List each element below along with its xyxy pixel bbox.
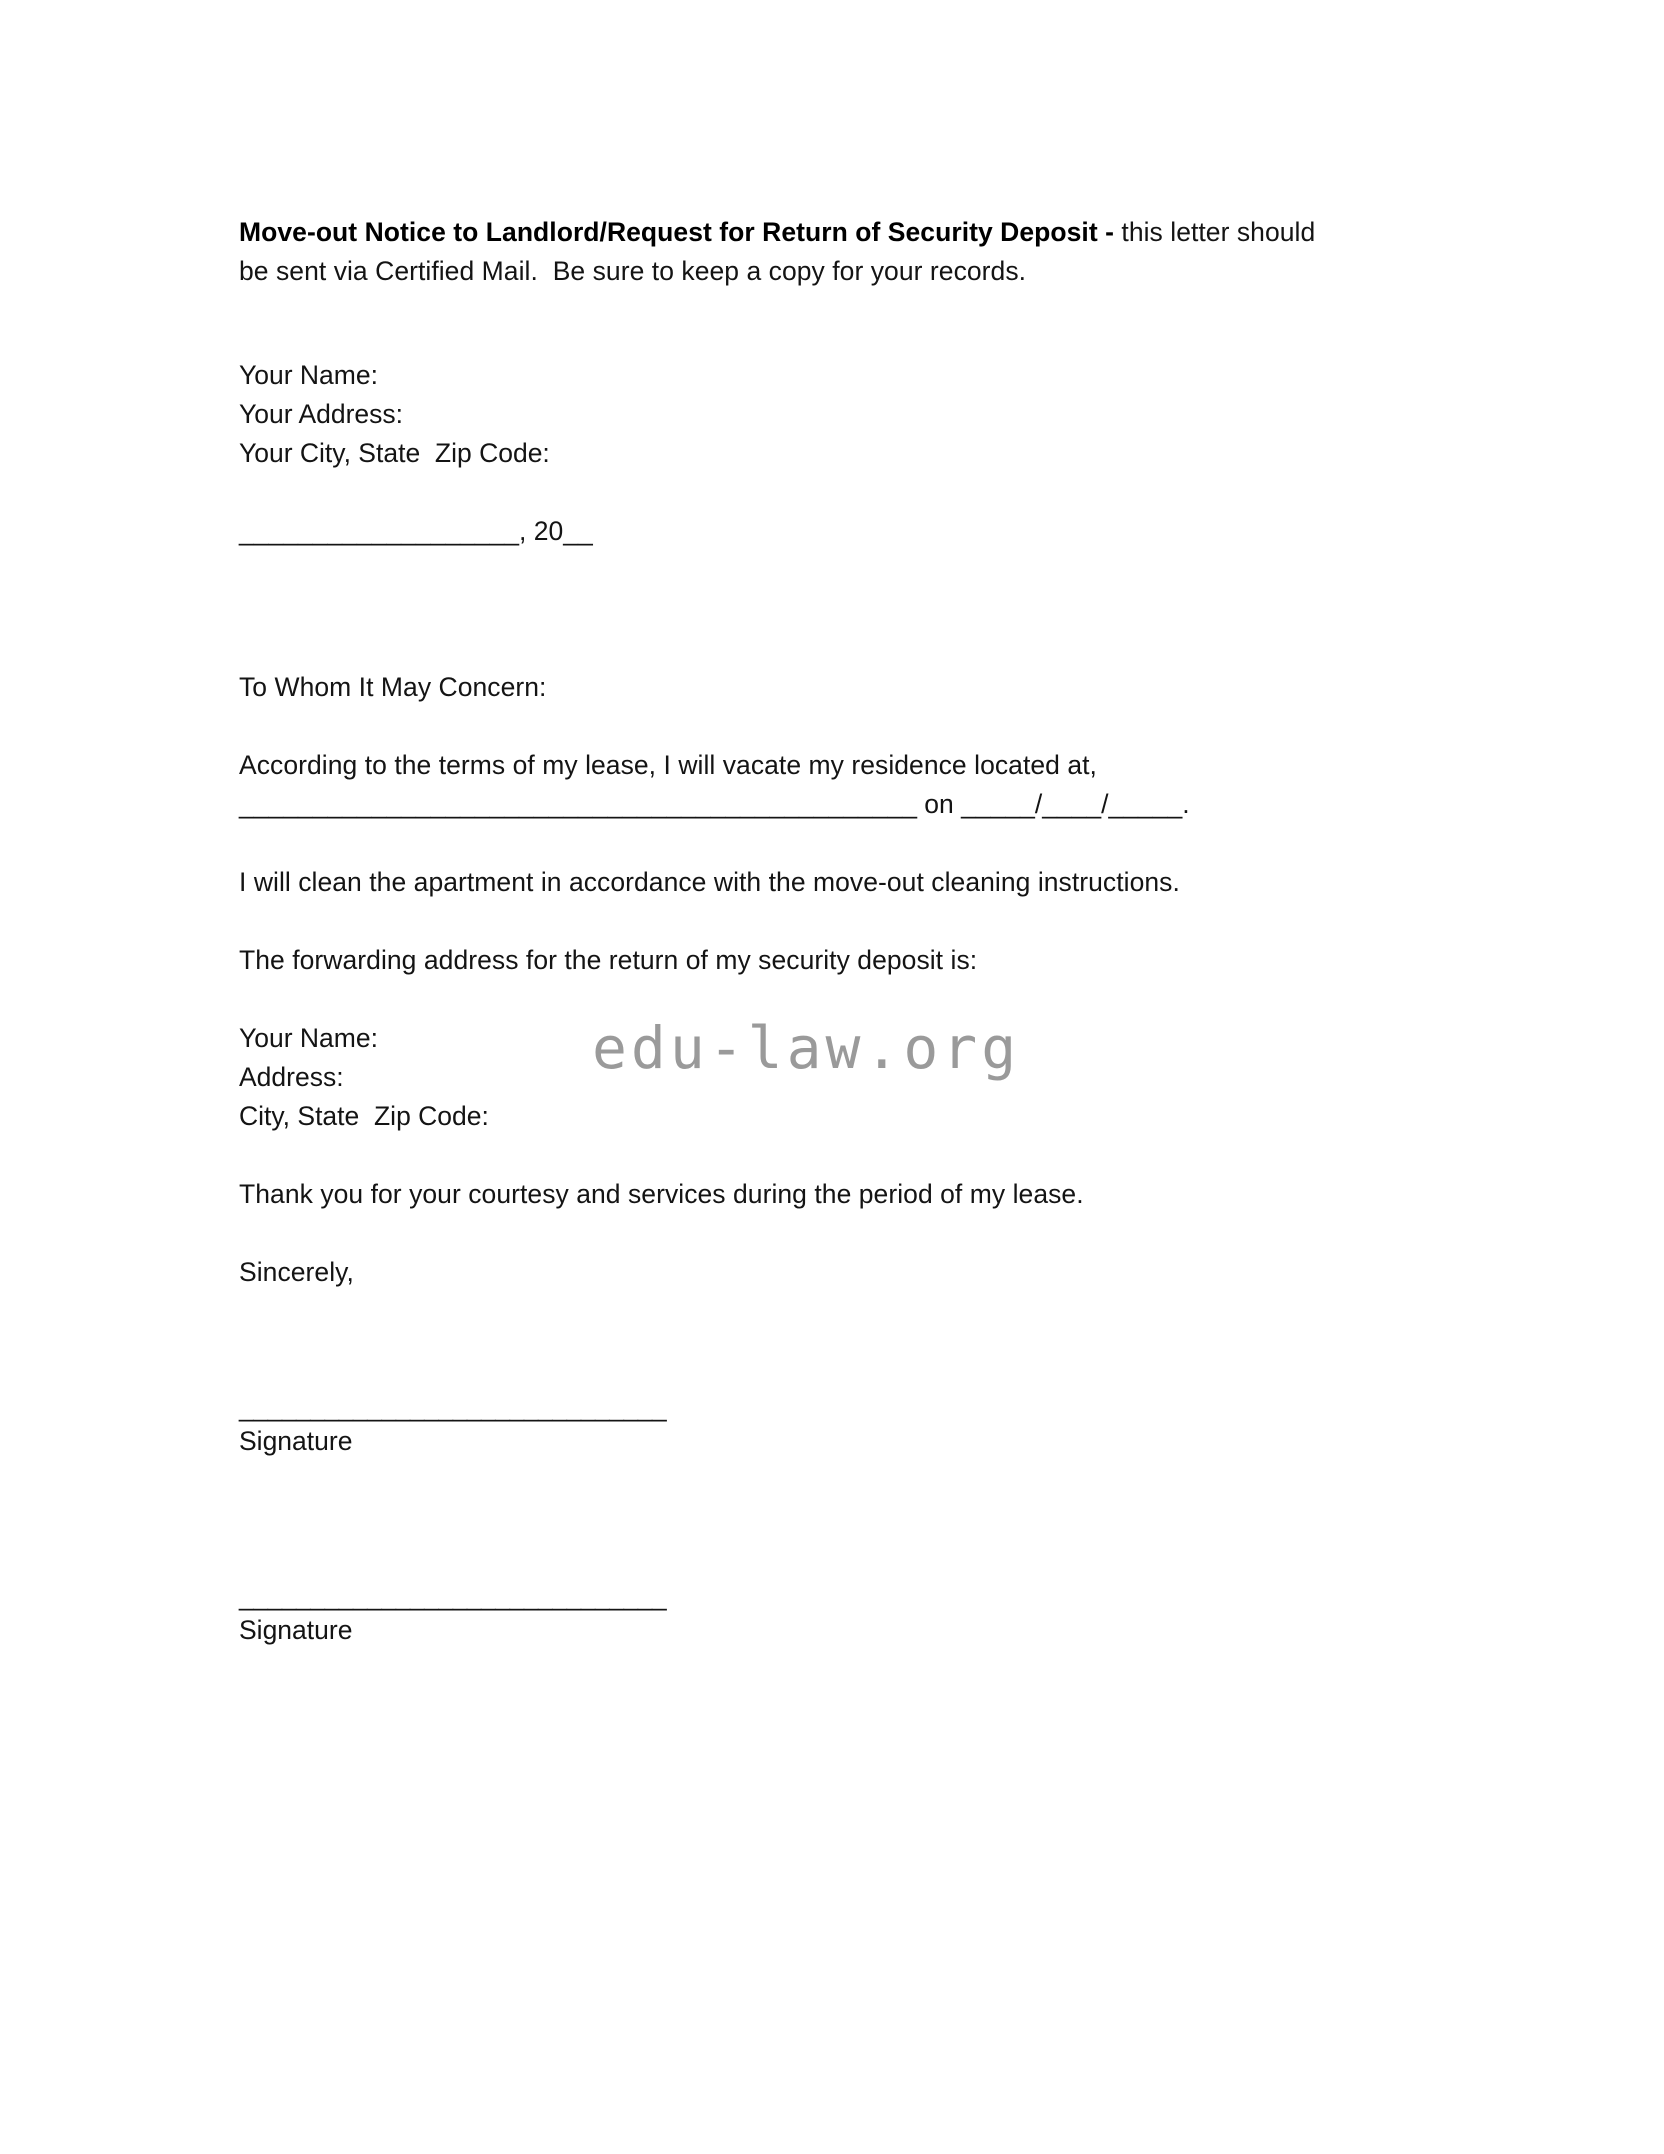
spacer <box>239 551 1319 629</box>
spacer <box>239 473 1319 512</box>
spacer <box>239 1292 1319 1392</box>
signature-block-2 <box>239 1581 1319 1650</box>
date-line: ___________________, 20__ <box>239 516 593 546</box>
signature-block-1 <box>239 1392 1319 1461</box>
sender-address-label: Your Address: <box>239 399 404 429</box>
spacer <box>239 317 1319 356</box>
sender-address-block <box>239 356 1319 473</box>
spacer <box>239 1461 1319 1581</box>
forwarding-address-block <box>239 1014 1319 1136</box>
forwarding-address-label: Address: <box>239 1062 344 1092</box>
sender-name-label: Your Name: <box>239 360 378 390</box>
cleaning-paragraph: I will clean the apartment in accordance with the move-out cleaning instructions. <box>239 867 1180 897</box>
spacer <box>239 1136 1319 1175</box>
thanks-paragraph: Thank you for your courtesy and services during the period of my lease. <box>239 1179 1084 1209</box>
document-body <box>239 186 1323 1650</box>
spacer <box>239 824 1319 863</box>
sender-city-state-zip-label: Your City, State Zip Code: <box>239 438 550 468</box>
document-title: Move-out Notice to Landlord/Request for Return of Security Deposit - <box>239 216 1122 247</box>
signature-rule-2: ______________________________ <box>239 1581 667 1611</box>
spacer <box>239 629 1319 668</box>
document-title-subtext: this letter should be sent via Certified Mail. Be sure to keep a copy for your records. <box>239 216 1323 286</box>
forwarding-city-state-zip-label: City, State Zip Code: <box>239 1101 489 1131</box>
forwarding-intro-paragraph: The forwarding address for the return of my security deposit is: <box>239 945 978 975</box>
lease-vacate-line-2: ______________________________________________ on _____/____/_____. <box>239 789 1190 819</box>
forwarding-name-label: Your Name: <box>239 1023 378 1053</box>
spacer <box>239 980 1319 1019</box>
spacer <box>239 707 1319 746</box>
signature-rule-1: ______________________________ <box>239 1392 667 1422</box>
spacer <box>239 1214 1319 1253</box>
closing-salutation: Sincerely, <box>239 1257 354 1287</box>
document-title-paragraph <box>239 213 1323 291</box>
lease-vacate-line-1: According to the terms of my lease, I will vacate my residence located at, <box>239 750 1097 780</box>
salutation: To Whom It May Concern: <box>239 672 547 702</box>
signature-label-1: Signature <box>239 1426 353 1456</box>
spacer <box>239 902 1319 941</box>
signature-label-2: Signature <box>239 1615 353 1645</box>
watermark-text: edu-law.org <box>592 1014 1021 1082</box>
